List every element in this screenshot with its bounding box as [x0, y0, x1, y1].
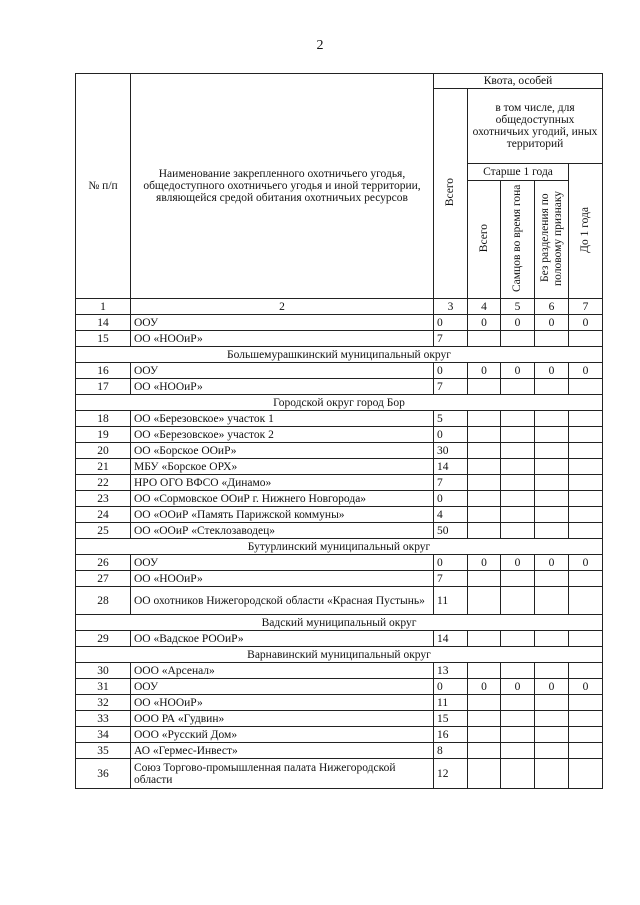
row-total: 7	[434, 379, 468, 395]
row-number: 32	[76, 695, 131, 711]
row-value: 0	[569, 679, 603, 695]
row-value: 0	[501, 363, 535, 379]
row-value	[569, 743, 603, 759]
row-name: МБУ «Борское ОРХ»	[131, 459, 434, 475]
row-total: 15	[434, 711, 468, 727]
row-value: 0	[468, 315, 501, 331]
page-number: 2	[316, 38, 324, 53]
table-row	[76, 331, 603, 347]
header-name: Наименование закрепленного охотничьего угодья, общедоступного охотничьего угодья и иной территории, являющейся средой обитания охотничьих ресурсов	[131, 74, 434, 299]
row-value: 0	[569, 315, 603, 331]
row-value	[569, 695, 603, 711]
row-number: 23	[76, 491, 131, 507]
row-name: ООУ	[131, 315, 434, 331]
row-value	[468, 631, 501, 647]
col-number: 7	[569, 299, 603, 315]
row-value	[535, 331, 569, 347]
district-row	[76, 347, 603, 363]
row-value: 0	[569, 363, 603, 379]
row-value	[501, 459, 535, 475]
row-value	[569, 523, 603, 539]
row-number: 14	[76, 315, 131, 331]
row-value	[569, 331, 603, 347]
row-name: ОО «НООиР»	[131, 379, 434, 395]
col-number: 6	[535, 299, 569, 315]
row-total: 0	[434, 555, 468, 571]
district-row	[76, 395, 603, 411]
row-total: 30	[434, 443, 468, 459]
row-name: НРО ОГО ВФСО «Динамо»	[131, 475, 434, 491]
district-name: Бутурлинский муниципальный округ	[76, 539, 603, 555]
header-quota: Квота, особей	[434, 74, 603, 89]
row-value	[535, 475, 569, 491]
table-row	[76, 679, 603, 695]
row-number: 34	[76, 727, 131, 743]
row-total: 0	[434, 427, 468, 443]
row-number: 31	[76, 679, 131, 695]
row-value	[569, 475, 603, 491]
row-value	[569, 663, 603, 679]
row-value	[468, 379, 501, 395]
row-number: 24	[76, 507, 131, 523]
row-value	[535, 711, 569, 727]
row-value	[501, 727, 535, 743]
table-row	[76, 631, 603, 647]
row-name: ОО «НООиР»	[131, 571, 434, 587]
row-total: 50	[434, 523, 468, 539]
row-value: 0	[535, 679, 569, 695]
row-number: 15	[76, 331, 131, 347]
row-total: 7	[434, 331, 468, 347]
col-number: 4	[468, 299, 501, 315]
row-value	[535, 631, 569, 647]
header-nosex-cell	[535, 181, 569, 299]
row-value	[569, 507, 603, 523]
row-total: 0	[434, 679, 468, 695]
row-value	[535, 427, 569, 443]
table-row	[76, 459, 603, 475]
row-number: 22	[76, 475, 131, 491]
row-value	[535, 743, 569, 759]
row-total: 11	[434, 695, 468, 711]
row-value	[501, 507, 535, 523]
row-value: 0	[569, 555, 603, 571]
row-value	[468, 523, 501, 539]
table-row	[76, 695, 603, 711]
row-total: 7	[434, 571, 468, 587]
row-value	[501, 695, 535, 711]
header-subtotal-cell	[468, 181, 501, 299]
row-total: 13	[434, 663, 468, 679]
row-value	[535, 587, 569, 615]
row-name: ОО «Вадское РООиР»	[131, 631, 434, 647]
table-row	[76, 571, 603, 587]
table-row	[76, 411, 603, 427]
header-total-cell	[434, 89, 468, 299]
district-name: Городской округ город Бор	[76, 395, 603, 411]
row-value: 0	[501, 555, 535, 571]
header-older-1y: Старше 1 года	[468, 164, 569, 181]
row-number: 28	[76, 587, 131, 615]
row-value	[569, 631, 603, 647]
row-value: 0	[501, 315, 535, 331]
row-value	[501, 587, 535, 615]
row-value	[501, 427, 535, 443]
row-value	[569, 587, 603, 615]
row-value	[501, 743, 535, 759]
row-total: 11	[434, 587, 468, 615]
row-value	[468, 743, 501, 759]
row-number: 21	[76, 459, 131, 475]
row-value	[535, 411, 569, 427]
row-value	[468, 331, 501, 347]
row-value	[501, 663, 535, 679]
row-name: ООО РА «Гудвин»	[131, 711, 434, 727]
row-name: ОО «Сормовское ООиР г. Нижнего Новгорода»	[131, 491, 434, 507]
row-total: 4	[434, 507, 468, 523]
table-row	[76, 379, 603, 395]
row-name: ОО «Березовское» участок 1	[131, 411, 434, 427]
row-value	[569, 711, 603, 727]
table-row	[76, 507, 603, 523]
col-number: 2	[131, 299, 434, 315]
header-no-sex: Без разделения по половому признаку	[538, 190, 564, 286]
row-value	[501, 523, 535, 539]
row-value	[535, 663, 569, 679]
row-value: 0	[468, 555, 501, 571]
row-number: 20	[76, 443, 131, 459]
row-value	[535, 379, 569, 395]
quota-table	[75, 73, 603, 789]
row-value	[535, 459, 569, 475]
row-name: ОО «Борское ООиР»	[131, 443, 434, 459]
row-total: 7	[434, 475, 468, 491]
row-value	[501, 379, 535, 395]
row-value	[535, 523, 569, 539]
row-value	[468, 695, 501, 711]
row-value	[468, 571, 501, 587]
row-value: 0	[535, 315, 569, 331]
row-number: 29	[76, 631, 131, 647]
col-number: 3	[434, 299, 468, 315]
row-value	[535, 491, 569, 507]
row-value	[535, 727, 569, 743]
row-value	[468, 475, 501, 491]
row-name: ОО «НООиР»	[131, 331, 434, 347]
row-value: 0	[501, 679, 535, 695]
row-number: 19	[76, 427, 131, 443]
table-row	[76, 315, 603, 331]
row-value	[569, 491, 603, 507]
table-row	[76, 443, 603, 459]
row-total: 14	[434, 459, 468, 475]
row-name: ОО «Березовское» участок 2	[131, 427, 434, 443]
row-value	[501, 475, 535, 491]
row-value	[468, 411, 501, 427]
table-row	[76, 523, 603, 539]
row-value: 0	[535, 363, 569, 379]
row-value	[501, 331, 535, 347]
header-incl-public: в том числе, для общедоступных охотничьих угодий, иных территорий	[468, 89, 603, 164]
row-value	[569, 727, 603, 743]
row-total: 14	[434, 631, 468, 647]
row-name: ОО «ООиР «Стеклозаводец»	[131, 523, 434, 539]
row-value	[501, 491, 535, 507]
header-males-rut: Самцов во время гона	[511, 184, 523, 292]
table-row	[76, 727, 603, 743]
row-name: ООО «Арсенал»	[131, 663, 434, 679]
row-value: 0	[468, 679, 501, 695]
district-name: Варнавинский муниципальный округ	[76, 647, 603, 663]
row-value	[535, 759, 569, 789]
row-number: 36	[76, 759, 131, 789]
row-name: Союз Торгово-промышленная палата Нижегородской области	[131, 759, 434, 789]
row-name: ООУ	[131, 555, 434, 571]
row-value	[569, 379, 603, 395]
table-row	[76, 427, 603, 443]
row-total: 0	[434, 363, 468, 379]
row-value	[569, 459, 603, 475]
row-number: 30	[76, 663, 131, 679]
district-name: Вадский муниципальный округ	[76, 615, 603, 631]
row-value: 0	[468, 363, 501, 379]
row-number: 17	[76, 379, 131, 395]
row-number: 16	[76, 363, 131, 379]
table-row	[76, 363, 603, 379]
table-row	[76, 663, 603, 679]
row-value	[468, 459, 501, 475]
row-name: ОО «ООиР «Память Парижской коммуны»	[131, 507, 434, 523]
header-total: Всего	[444, 177, 456, 207]
row-number: 25	[76, 523, 131, 539]
row-value	[468, 491, 501, 507]
table-row	[76, 555, 603, 571]
row-value	[468, 587, 501, 615]
row-total: 0	[434, 491, 468, 507]
row-value	[501, 631, 535, 647]
row-name: ОО «НООиР»	[131, 695, 434, 711]
table-row	[76, 475, 603, 491]
header-under-1y-cell	[569, 164, 603, 299]
row-value	[468, 507, 501, 523]
row-value	[501, 711, 535, 727]
row-name: ООО «Русский Дом»	[131, 727, 434, 743]
header-subtotal: Всего	[477, 223, 490, 253]
row-name: ООУ	[131, 363, 434, 379]
row-value	[501, 443, 535, 459]
row-value	[501, 759, 535, 789]
district-row	[76, 647, 603, 663]
row-value	[468, 759, 501, 789]
row-total: 8	[434, 743, 468, 759]
table-row	[76, 491, 603, 507]
row-total: 0	[434, 315, 468, 331]
row-value	[569, 427, 603, 443]
row-value	[569, 571, 603, 587]
col-number: 1	[76, 299, 131, 315]
row-value	[535, 443, 569, 459]
row-number: 35	[76, 743, 131, 759]
district-row	[76, 539, 603, 555]
column-number-row	[76, 299, 603, 315]
table-row	[76, 587, 603, 615]
row-value	[569, 443, 603, 459]
row-value: 0	[535, 555, 569, 571]
table-row	[76, 743, 603, 759]
table-row	[76, 711, 603, 727]
row-value	[468, 663, 501, 679]
row-total: 5	[434, 411, 468, 427]
row-value	[468, 427, 501, 443]
header-under-1y: До 1 года	[579, 206, 592, 253]
row-name: АО «Гермес-Инвест»	[131, 743, 434, 759]
district-row	[76, 615, 603, 631]
row-number: 18	[76, 411, 131, 427]
row-value	[535, 695, 569, 711]
row-value	[569, 411, 603, 427]
row-value	[468, 727, 501, 743]
table-row	[76, 759, 603, 789]
col-number: 5	[501, 299, 535, 315]
row-number: 27	[76, 571, 131, 587]
row-name: ОО охотников Нижегородской области «Красная Пустынь»	[131, 587, 434, 615]
header-males-cell	[501, 181, 535, 299]
row-value	[535, 571, 569, 587]
row-number: 33	[76, 711, 131, 727]
row-value	[501, 411, 535, 427]
row-value	[569, 759, 603, 789]
row-number: 26	[76, 555, 131, 571]
row-total: 16	[434, 727, 468, 743]
row-name: ООУ	[131, 679, 434, 695]
row-value	[501, 571, 535, 587]
row-value	[468, 711, 501, 727]
row-value	[535, 507, 569, 523]
district-name: Большемурашкинский муниципальный округ	[76, 347, 603, 363]
row-value	[468, 443, 501, 459]
header-num: № п/п	[76, 74, 131, 299]
row-total: 12	[434, 759, 468, 789]
